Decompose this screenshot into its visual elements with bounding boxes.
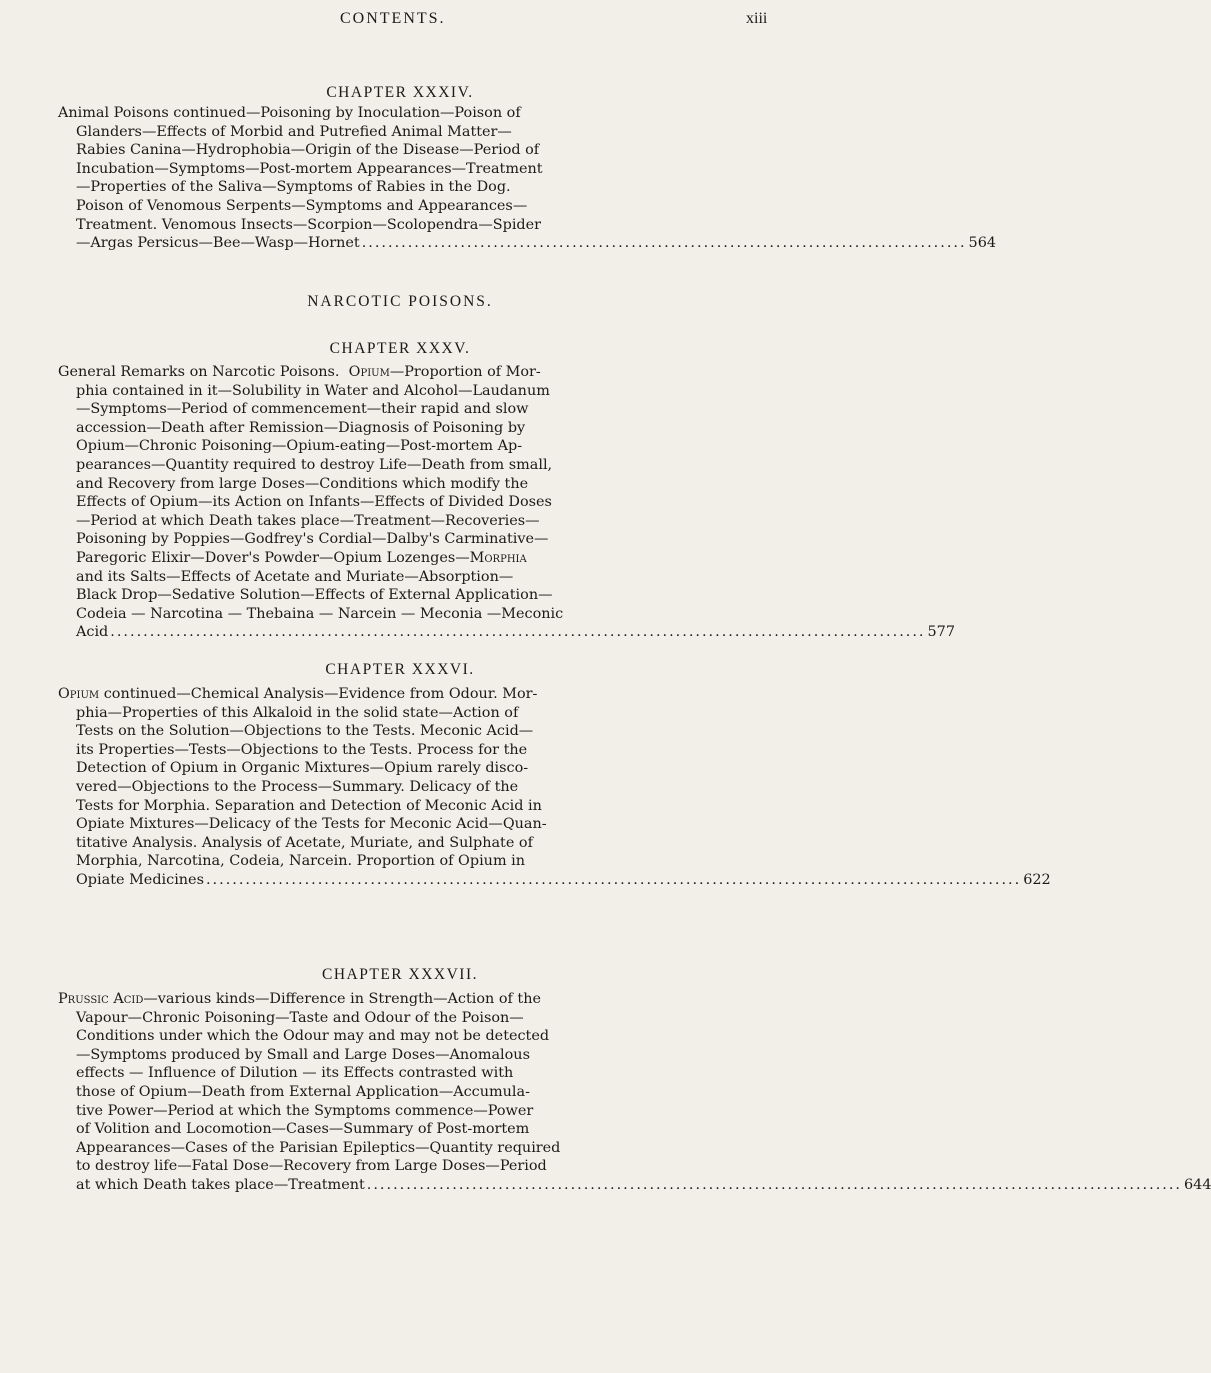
entry-line: Vapour—Chronic Poisoning—Taste and Odour of the Poison—	[76, 1009, 524, 1026]
entry-last-line	[58, 1176, 1211, 1195]
entry-page-number: 577	[927, 624, 955, 641]
page-number: xiii	[746, 10, 768, 27]
section-heading: NARCOTIC POISONS.	[307, 293, 493, 310]
chapter-heading-36: CHAPTER XXXVI.	[325, 661, 475, 678]
entry-page-number: 564	[968, 235, 997, 252]
entry-line: Glanders—Effects of Morbid and Putrefied Animal Matter—	[76, 123, 512, 140]
chapter-heading-34: CHAPTER XXXIV.	[326, 84, 474, 101]
entry-page-number: 644	[1184, 1176, 1211, 1193]
entry-line: vered—Objections to the Process—Summary. Delicacy of the	[76, 778, 519, 795]
running-head	[0, 8, 800, 32]
entry-line-text: —various kinds—Difference in Strength—Action of the	[143, 991, 541, 1007]
entry-line-text: Paregoric Elixir—Dover's Powder—Opium Lozenges—	[76, 549, 470, 566]
subject-opium: Opium	[58, 686, 100, 702]
entry-line: Appearances—Cases of the Parisian Epileptics—Quantity required	[76, 1139, 561, 1156]
entry-line: Tests for Morphia. Separation and Detection of Meconic Acid in	[76, 797, 542, 814]
contents-entry-36	[58, 685, 1051, 890]
entry-line: —Period at which Death takes place—Treatment—Recoveries—	[76, 512, 540, 529]
entry-last-line	[58, 234, 997, 253]
entry-line: tive Power—Period at which the Symptoms commence—Power	[76, 1102, 534, 1119]
entry-page-number: 622	[1023, 871, 1051, 888]
dot-leader: ............................................................................................................................	[366, 1176, 1183, 1193]
entry-line: Opiate Mixtures—Delicacy of the Tests for Meconic Acid—Quan-	[76, 816, 547, 833]
entry-line: those of Opium—Death from External Application—Accumula-	[76, 1083, 530, 1100]
entry-line: and its Salts—Effects of Acetate and Muriate—Absorption—	[76, 568, 514, 585]
contents-entry-34	[58, 104, 997, 253]
entry-line: phia contained in it—Solubility in Water and Alcohol—Laudanum	[76, 382, 550, 399]
entry-line: Opium—Chronic Poisoning—Opium-eating—Post-mortem Ap-	[76, 438, 523, 455]
entry-line-text: continued—Chemical Analysis—Evidence from Odour. Mor-	[99, 686, 538, 702]
entry-line: Poison of Venomous Serpents—Symptoms and Appearances—	[76, 197, 528, 214]
entry-line: Incubation—Symptoms—Post-mortem Appearances—Treatment	[76, 160, 543, 177]
entry-first-line	[58, 363, 766, 382]
entry-line	[58, 549, 766, 568]
entry-line: accession—Death after Remission—Diagnosis of Poisoning by	[76, 419, 526, 436]
entry-line-text: Opiate Medicines	[76, 871, 204, 888]
dot-leader: ............................................................................................	[361, 235, 967, 252]
entry-line: Animal Poisons continued—Poisoning by Inoculation—Poison of	[58, 105, 521, 121]
entry-line: and Recovery from large Doses—Conditions which modify the	[76, 475, 529, 492]
entry-line: Conditions under which the Odour may and may not be detected	[76, 1028, 550, 1045]
dot-leader: ............................................................................................................................	[205, 871, 1022, 888]
entry-line: —Properties of the Saliva—Symptoms of Rabies in the Dog.	[76, 179, 511, 196]
entry-line-text: General Remarks on Narcotic Poisons.	[58, 364, 340, 380]
contents-entry-35	[58, 363, 955, 642]
entry-line: Poisoning by Poppies—Godfrey's Cordial—Dalby's Carminative—	[76, 531, 549, 548]
chapter-heading-35: CHAPTER XXXV.	[329, 340, 471, 357]
entry-line: its Properties—Tests—Objections to the Tests. Process for the	[76, 741, 528, 758]
entry-line: Rabies Canina—Hydrophobia—Origin of the Disease—Period of	[76, 142, 540, 159]
dot-leader: ............................................................................................................................	[110, 624, 926, 641]
subject-opium: Opium	[348, 364, 390, 380]
subject-morphia: Morphia	[469, 549, 527, 566]
entry-line: Codeia — Narcotina — Thebaina — Narcein — Meconia —Meconic	[76, 605, 564, 622]
entry-line: to destroy life—Fatal Dose—Recovery from Large Doses—Period	[76, 1158, 547, 1175]
entry-line: —Symptoms produced by Small and Large Doses—Anomalous	[76, 1046, 530, 1063]
entry-line-text: —Argas Persicus—Bee—Wasp—Hornet	[76, 235, 360, 252]
subject-prussic-acid: Prussic Acid	[58, 991, 144, 1007]
entry-line-text: —Proportion of Mor-	[389, 364, 541, 380]
entry-line: Black Drop—Sedative Solution—Effects of External Application—	[76, 587, 553, 604]
entry-line-text: Acid	[76, 624, 109, 641]
chapter-heading-37: CHAPTER XXXVII.	[322, 966, 478, 983]
entry-line: Detection of Opium in Organic Mixtures—Opium rarely disco-	[76, 760, 529, 777]
entry-line: Tests on the Solution—Objections to the Tests. Meconic Acid—	[76, 723, 534, 740]
entry-line: effects — Influence of Dilution — its Effects contrasted with	[76, 1065, 514, 1082]
entry-first-line	[58, 990, 766, 1009]
entry-line: phia—Properties of this Alkaloid in the solid state—Action of	[76, 704, 519, 721]
entry-line: of Volition and Locomotion—Cases—Summary of Post-mortem	[76, 1121, 530, 1138]
entry-line: pearances—Quantity required to destroy Life—Death from small,	[76, 456, 553, 473]
contents-entry-37	[58, 990, 1211, 1195]
entry-line-text: at which Death takes place—Treatment	[76, 1176, 365, 1193]
entry-line: —Symptoms—Period of commencement—their rapid and slow	[76, 401, 529, 418]
entry-line: Morphia, Narcotina, Codeia, Narcein. Proportion of Opium in	[76, 853, 526, 870]
entry-last-line	[58, 623, 955, 642]
entry-first-line	[58, 685, 766, 704]
entry-last-line	[58, 871, 1051, 890]
entry-line: titative Analysis. Analysis of Acetate, Muriate, and Sulphate of	[76, 834, 533, 851]
entry-line: Effects of Opium—its Action on Infants—Effects of Divided Doses	[76, 494, 552, 511]
entry-line: Treatment. Venomous Insects—Scorpion—Scolopendra—Spider	[76, 216, 542, 233]
running-title: CONTENTS.	[340, 10, 446, 27]
